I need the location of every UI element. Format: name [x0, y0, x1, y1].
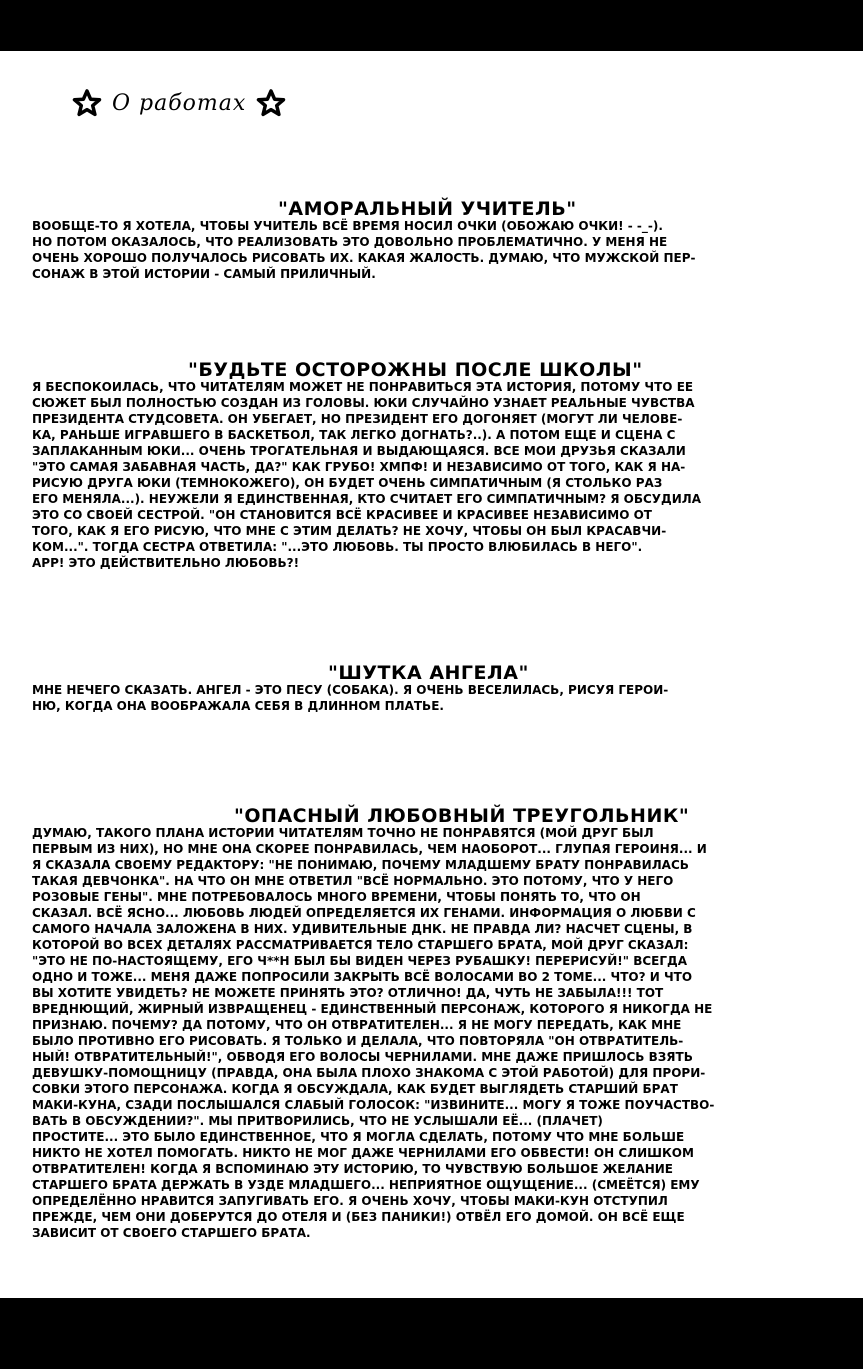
text-line: БЫЛО ПРОТИВНО ЕГО РИСОВАТЬ. Я ТОЛЬКО И ДЕЛАЛА, ЧТО ПОВТОРЯЛА "ОН ОТВРАТИТЕЛЬ- [32, 1034, 684, 1048]
section-title: "АМОРАЛЬНЫЙ УЧИТЕЛЬ" [278, 198, 577, 220]
text-line: ЗАПЛАКАННЫМ ЮКИ... ОЧЕНЬ ТРОГАТЕЛЬНАЯ И ВЫДАЮЩАЯСЯ. ВСЕ МОИ ДРУЗЬЯ СКАЗАЛИ [32, 444, 686, 458]
section-title: "БУДЬТЕ ОСТОРОЖНЫ ПОСЛЕ ШКОЛЫ" [188, 359, 643, 381]
text-line: "ЭТО САМАЯ ЗАБАВНАЯ ЧАСТЬ, ДА?" КАК ГРУБО! ХМПФ! И НЕЗАВИСИМО ОТ ТОГО, КАК Я НА- [32, 460, 686, 474]
text-line: Я БЕСПОКОИЛАСЬ, ЧТО ЧИТАТЕЛЯМ МОЖЕТ НЕ ПОНРАВИТЬСЯ ЭТА ИСТОРИЯ, ПОТОМУ ЧТО ЕЕ [32, 380, 694, 394]
text-line: ВАТЬ В ОБСУЖДЕНИИ?". МЫ ПРИТВОРИЛИСЬ, ЧТО НЕ УСЛЫШАЛИ ЕЁ... (ПЛАЧЕТ) [32, 1114, 603, 1128]
text-line: ПЕРВЫМ ИЗ НИХ), НО МНЕ ОНА СКОРЕЕ ПОНРАВИЛАСЬ, ЧЕМ НАОБОРОТ... ГЛУПАЯ ГЕРОИНЯ... И [32, 842, 707, 856]
manga-page [0, 51, 863, 1298]
section-title: "ОПАСНЫЙ ЛЮБОВНЫЙ ТРЕУГОЛЬНИК" [234, 805, 690, 827]
page-header [72, 89, 286, 117]
section-body [32, 218, 832, 282]
text-line: НИКТО НЕ ХОТЕЛ ПОМОГАТЬ. НИКТО НЕ МОГ ДАЖЕ ЧЕРНИЛАМИ ЕГО ОБВЕСТИ! ОН СЛИШКОМ [32, 1146, 694, 1160]
text-line: СОВКИ ЭТОГО ПЕРСОНАЖА. КОГДА Я ОБСУЖДАЛА, КАК БУДЕТ ВЫГЛЯДЕТЬ СТАРШИЙ БРАТ [32, 1082, 678, 1096]
star-outline-icon [256, 89, 286, 117]
text-line: СТАРШЕГО БРАТА ДЕРЖАТЬ В УЗДЕ МЛАДШЕГО... НЕПРИЯТНОЕ ОЩУЩЕНИЕ... (СМЕЁТСЯ) ЕМУ [32, 1178, 700, 1192]
text-line: КА, РАНЬШЕ ИГРАВШЕГО В БАСКЕТБОЛ, ТАК ЛЕГКО ДОГНАТЬ?..). А ПОТОМ ЕЩЕ И СЦЕНА С [32, 428, 676, 442]
text-line: МНЕ НЕЧЕГО СКАЗАТЬ. АНГЕЛ - ЭТО ПЕСУ (СОБАКА). Я ОЧЕНЬ ВЕСЕЛИЛАСЬ, РИСУЯ ГЕРОИ- [32, 683, 669, 697]
text-line: ПРЕЖДЕ, ЧЕМ ОНИ ДОБЕРУТСЯ ДО ОТЕЛЯ И (БЕЗ ПАНИКИ!) ОТВЁЛ ЕГО ДОМОЙ. ОН ВСЁ ЕЩЕ [32, 1210, 685, 1224]
text-line: СЮЖЕТ БЫЛ ПОЛНОСТЬЮ СОЗДАН ИЗ ГОЛОВЫ. ЮКИ СЛУЧАЙНО УЗНАЕТ РЕАЛЬНЫЕ ЧУВСТВА [32, 396, 695, 410]
text-line: НЮ, КОГДА ОНА ВООБРАЖАЛА СЕБЯ В ДЛИННОМ ПЛАТЬЕ. [32, 699, 444, 713]
text-line: ПРОСТИТЕ... ЭТО БЫЛО ЕДИНСТВЕННОЕ, ЧТО Я МОГЛА СДЕЛАТЬ, ПОТОМУ ЧТО МНЕ БОЛЬШЕ [32, 1130, 685, 1144]
text-line: ДЕВУШКУ-ПОМОЩНИЦУ (ПРАВДА, ОНА БЫЛА ПЛОХО ЗНАКОМА С ЭТОЙ РАБОТОЙ) ДЛЯ ПРОРИ- [32, 1066, 706, 1080]
section-body [32, 825, 832, 1241]
text-line: АРР! ЭТО ДЕЙСТВИТЕЛЬНО ЛЮБОВЬ?! [32, 556, 300, 570]
text-line: ЗАВИСИТ ОТ СВОЕГО СТАРШЕГО БРАТА. [32, 1226, 311, 1240]
text-line: Я СКАЗАЛА СВОЕМУ РЕДАКТОРУ: "НЕ ПОНИМАЮ, ПОЧЕМУ МЛАДШЕМУ БРАТУ ПОНРАВИЛАСЬ [32, 858, 689, 872]
text-line: ОПРЕДЕЛЁННО НРАВИТСЯ ЗАПУГИВАТЬ ЕГО. Я ОЧЕНЬ ХОЧУ, ЧТОБЫ МАКИ-КУН ОТСТУПИЛ [32, 1194, 668, 1208]
text-line: ВЫ ХОТИТЕ УВИДЕТЬ? НЕ МОЖЕТЕ ПРИНЯТЬ ЭТО? ОТЛИЧНО! ДА, ЧУТЬ НЕ ЗАБЫЛА!!! ТОТ [32, 986, 664, 1000]
text-line: ВООБЩЕ-ТО Я ХОТЕЛА, ЧТОБЫ УЧИТЕЛЬ ВСЁ ВРЕМЯ НОСИЛ ОЧКИ (ОБОЖАЮ ОЧКИ! - -_-). [32, 219, 663, 233]
text-line: ТАКАЯ ДЕВЧОНКА". НА ЧТО ОН МНЕ ОТВЕТИЛ "ВСЁ НОРМАЛЬНО. ЭТО ПОТОМУ, ЧТО У НЕГО [32, 874, 674, 888]
text-line: СКАЗАЛ. ВСЁ ЯСНО... ЛЮБОВЬ ЛЮДЕЙ ОПРЕДЕЛЯЕТСЯ ИХ ГЕНАМИ. ИНФОРМАЦИЯ О ЛЮБВИ С [32, 906, 696, 920]
text-line: ТОГО, КАК Я ЕГО РИСУЮ, ЧТО МНЕ С ЭТИМ ДЕЛАТЬ? НЕ ХОЧУ, ЧТОБЫ ОН БЫЛ КРАСАВЧИ- [32, 524, 667, 538]
section-body [32, 682, 832, 714]
text-line: ДУМАЮ, ТАКОГО ПЛАНА ИСТОРИИ ЧИТАТЕЛЯМ ТОЧНО НЕ ПОНРАВЯТСЯ (МОЙ ДРУГ БЫЛ [32, 826, 654, 840]
section-body [32, 379, 832, 571]
text-line: "ЭТО НЕ ПО-НАСТОЯЩЕМУ, ЕГО Ч**Н БЫЛ БЫ ВИДЕН ЧЕРЕЗ РУБАШКУ! ПЕРЕРИСУЙ!" ВСЕГДА [32, 954, 687, 968]
text-line: НО ПОТОМ ОКАЗАЛОСЬ, ЧТО РЕАЛИЗОВАТЬ ЭТО ДОВОЛЬНО ПРОБЛЕМАТИЧНО. У МЕНЯ НЕ [32, 235, 668, 249]
text-line: КОТОРОЙ ВО ВСЕХ ДЕТАЛЯХ РАССМАТРИВАЕТСЯ ТЕЛО СТАРШЕГО БРАТА, МОЙ ДРУГ СКАЗАЛ: [32, 938, 689, 952]
text-line: ЕГО МЕНЯЛА...). НЕУЖЕЛИ Я ЕДИНСТВЕННАЯ, КТО СЧИТАЕТ ЕГО СИМПАТИЧНЫМ? Я ОБСУДИЛА [32, 492, 702, 506]
text-line: ОТВРАТИТЕЛЕН! КОГДА Я ВСПОМИНАЮ ЭТУ ИСТОРИЮ, ТО ЧУВСТВУЮ БОЛЬШОЕ ЖЕЛАНИЕ [32, 1162, 674, 1176]
text-line: МАКИ-КУНА, СЗАДИ ПОСЛЫШАЛСЯ СЛАБЫЙ ГОЛОСОК: "ИЗВИНИТЕ... МОГУ Я ТОЖЕ ПОУЧАСТВО- [32, 1098, 715, 1112]
section-careful-after-school [32, 359, 832, 571]
text-line: ПРЕЗИДЕНТА СТУДСОВЕТА. ОН УБЕГАЕТ, НО ПРЕЗИДЕНТ ЕГО ДОГОНЯЕТ (МОГУТ ЛИ ЧЕЛОВЕ- [32, 412, 683, 426]
section-angel-joke [32, 662, 832, 714]
text-line: ВРЕДНЮЩИЙ, ЖИРНЫЙ ИЗВРАЩЕНЕЦ - ЕДИНСТВЕННЫЙ ПЕРСОНАЖ, КОТОРОГО Я НИКОГДА НЕ [32, 1002, 713, 1016]
text-line: ОЧЕНЬ ХОРОШО ПОЛУЧАЛОСЬ РИСОВАТЬ ИХ. КАКАЯ ЖАЛОСТЬ. ДУМАЮ, ЧТО МУЖСКОЙ ПЕР- [32, 251, 696, 265]
text-line: ПРИЗНАЮ. ПОЧЕМУ? ДА ПОТОМУ, ЧТО ОН ОТВРАТИТЕЛЕН... Я НЕ МОГУ ПЕРЕДАТЬ, КАК МНЕ [32, 1018, 682, 1032]
page-title: О работах [112, 90, 247, 116]
text-line: КОМ...". ТОГДА СЕСТРА ОТВЕТИЛА: "...ЭТО ЛЮБОВЬ. ТЫ ПРОСТО ВЛЮБИЛАСЬ В НЕГО". [32, 540, 643, 554]
text-line: РОЗОВЫЕ ГЕНЫ". МНЕ ПОТРЕБОВАЛОСЬ МНОГО ВРЕМЕНИ, ЧТОБЫ ПОНЯТЬ ТО, ЧТО ОН [32, 890, 641, 904]
section-title: "ШУТКА АНГЕЛА" [328, 662, 529, 684]
bottom-black-bar [0, 1298, 863, 1369]
top-black-bar [0, 0, 863, 51]
section-amoral-teacher [32, 198, 832, 282]
text-line: ОДНО И ТОЖЕ... МЕНЯ ДАЖЕ ПОПРОСИЛИ ЗАКРЫТЬ ВСЁ ВОЛОСАМИ ВО 2 ТОМЕ... ЧТО? И ЧТО [32, 970, 693, 984]
section-dangerous-triangle [32, 805, 832, 1241]
star-outline-icon [72, 89, 102, 117]
text-line: ЭТО СО СВОЕЙ СЕСТРОЙ. "ОН СТАНОВИТСЯ ВСЁ КРАСИВЕЕ И КРАСИВЕЕ НЕЗАВИСИМО ОТ [32, 508, 652, 522]
text-line: САМОГО НАЧАЛА ЗАЛОЖЕНА В НИХ. УДИВИТЕЛЬНЫЕ ДНК. НЕ ПРАВДА ЛИ? НАСЧЕТ СЦЕНЫ, В [32, 922, 693, 936]
text-line: СОНАЖ В ЭТОЙ ИСТОРИИ - САМЫЙ ПРИЛИЧНЫЙ. [32, 267, 376, 281]
text-line: НЫЙ! ОТВРАТИТЕЛЬНЫЙ!", ОБВОДЯ ЕГО ВОЛОСЫ ЧЕРНИЛАМИ. МНЕ ДАЖЕ ПРИШЛОСЬ ВЗЯТЬ [32, 1050, 693, 1064]
text-line: РИСУЮ ДРУГА ЮКИ (ТЕМНОКОЖЕГО), ОН БУДЕТ ОЧЕНЬ СИМПАТИЧНЫМ (Я СТОЛЬКО РАЗ [32, 476, 663, 490]
